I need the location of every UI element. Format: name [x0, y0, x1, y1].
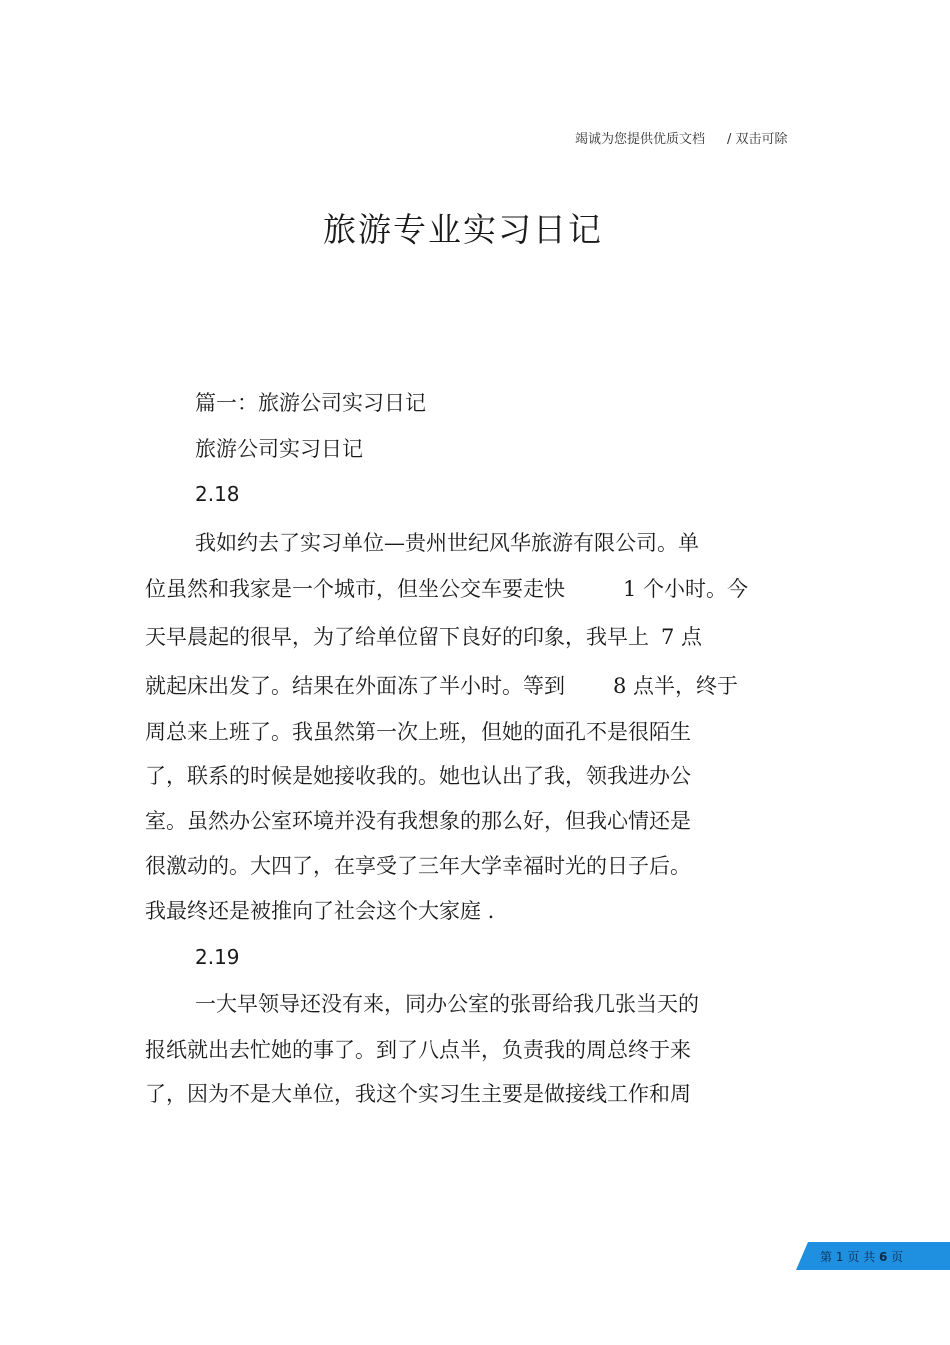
page-total: 6 — [878, 1250, 888, 1264]
entry-date-1: 2.18 — [195, 482, 240, 506]
section-subtitle: 旅游公司实习日记 — [195, 437, 363, 461]
paragraph-1-line-9: 我最终还是被推向了社会这个大家庭 . — [145, 899, 495, 923]
paragraph-1-line-4-text: 就起床出发了。结果在外面冻了半小时。等到 — [145, 674, 565, 698]
paragraph-2-line-1: 一大早领导还没有来，同办公室的张哥给我几张当天的 — [195, 992, 699, 1016]
paragraph-1-line-5: 周总来上班了。我虽然第一次上班，但她的面孔不是很陌生 — [145, 720, 691, 744]
header-note-left: 竭诚为您提供优质文档 — [575, 132, 706, 147]
paragraph-1-line-3-text: 天早晨起的很早，为了给单位留下良好的印象，我早上 — [145, 625, 649, 649]
paragraph-1-line-2-tail: 1 个小时。今 — [623, 577, 749, 601]
page-current: 1 — [835, 1250, 844, 1264]
page-number-tab — [796, 1242, 950, 1270]
page-suffix: 页 — [891, 1250, 904, 1264]
paragraph-1-line-2 — [145, 575, 748, 603]
paragraph-1-line-3-tail: 7 点 — [661, 625, 703, 649]
paragraph-1-line-4-tail: 8 点半，终于 — [613, 674, 739, 698]
page-indicator — [820, 1248, 903, 1265]
paragraph-1-line-2-text: 位虽然和我家是一个城市，但坐公交车要走快 — [145, 577, 565, 601]
page-mid: 页 共 — [847, 1250, 876, 1264]
paragraph-1-line-8: 很激动的。大四了，在享受了三年大学幸福时光的日子后。 — [145, 854, 691, 878]
paragraph-2-line-3: 了，因为不是大单位，我这个实习生主要是做接线工作和周 — [145, 1082, 691, 1106]
paragraph-1-line-4 — [145, 672, 738, 700]
header-note-right: / 双击可除 — [727, 132, 788, 147]
paragraph-1-line-6: 了，联系的时候是她接收我的。她也认出了我，领我进办公 — [145, 764, 691, 788]
entry-date-2: 2.19 — [195, 945, 240, 969]
document-title: 旅游专业实习日记 — [323, 210, 603, 249]
header-note — [575, 128, 788, 147]
paragraph-1-line-1: 我如约去了实习单位—贵州世纪风华旅游有限公司。单 — [195, 531, 699, 555]
paragraph-2-line-2: 报纸就出去忙她的事了。到了八点半，负责我的周总终于来 — [145, 1038, 691, 1062]
paragraph-1-line-3 — [145, 623, 702, 651]
paragraph-1-line-7: 室。虽然办公室环境并没有我想象的那么好，但我心情还是 — [145, 809, 691, 833]
page-prefix: 第 — [820, 1250, 833, 1264]
section-heading: 篇一：旅游公司实习日记 — [195, 391, 426, 415]
